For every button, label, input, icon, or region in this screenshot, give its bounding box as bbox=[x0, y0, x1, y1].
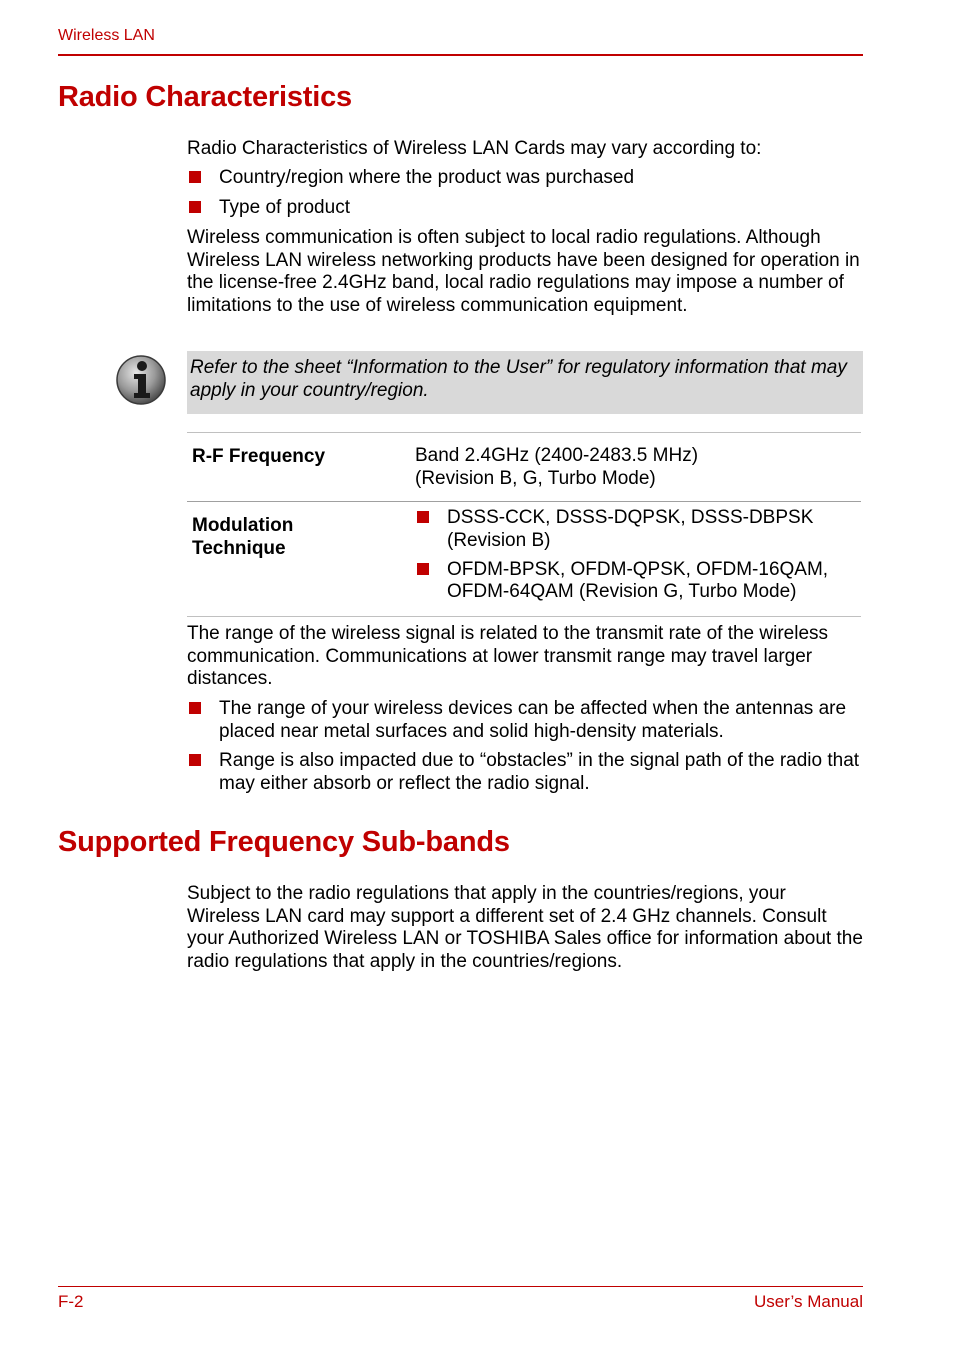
table-value-line: Band 2.4GHz (2400-2483.5 MHz) bbox=[415, 445, 699, 466]
table-label-line: Modulation bbox=[192, 515, 294, 536]
footer-rule bbox=[58, 1286, 863, 1287]
list-item-text: Range is also impacted due to “obstacles” in the signal path of the radio that may either absorb or reflect the radio signal. bbox=[219, 750, 860, 794]
list-item bbox=[415, 507, 861, 552]
table-value-rf-frequency bbox=[415, 445, 861, 490]
running-header: Wireless LAN bbox=[58, 27, 155, 44]
info-icon bbox=[114, 353, 168, 407]
table-value-line: (Revision B, G, Turbo Mode) bbox=[415, 467, 656, 489]
list-item bbox=[187, 698, 863, 743]
list-item-text: (Revision B) bbox=[447, 529, 551, 551]
table-bottom-rule bbox=[187, 616, 861, 617]
table-label-rf-frequency: R-F Frequency bbox=[192, 446, 326, 467]
intro-text: Radio Characteristics of Wireless LAN Cards may vary according to: bbox=[187, 138, 762, 159]
range-paragraph: The range of the wireless signal is related to the transmit rate of the wireless communication. Communications at lower transmit range may travel larger distances. bbox=[187, 623, 829, 689]
list-item bbox=[187, 197, 863, 220]
bullet-list-range bbox=[187, 698, 863, 795]
list-item-text: OFDM-64QAM (Revision G, Turbo Mode) bbox=[447, 581, 797, 602]
regulation-paragraph: Wireless communication is often subject to local radio regulations. Although Wireless LAN wireless networking products have been designed for operation in the license-free 2.4GHz band, local radio regulations may impose a number of limitations to the use of wireless communication equipment. bbox=[187, 227, 860, 316]
sub-bands-paragraph: Subject to the radio regulations that apply in the countries/regions, your Wireless LAN card may support a different set of 2.4 GHz channels. Consult your Authorized Wireless LAN or TOSHIBA Sales office for information about the radio regulations that apply in the countries/regions. bbox=[187, 883, 863, 972]
square-bullet-icon bbox=[189, 171, 201, 183]
list-item bbox=[187, 167, 863, 190]
note-box bbox=[187, 351, 863, 414]
list-item-text: The range of your wireless devices can be affected when the antennas are placed near metal surfaces and solid high-density materials. bbox=[219, 698, 847, 742]
list-item bbox=[187, 750, 863, 795]
table-label-line: Technique bbox=[192, 538, 286, 559]
table-top-rule bbox=[187, 432, 861, 433]
square-bullet-icon bbox=[417, 511, 429, 523]
bullet-list-factors bbox=[187, 167, 863, 220]
table-row-rule bbox=[187, 501, 861, 502]
manual-title: User’s Manual bbox=[754, 1292, 863, 1311]
table-label-modulation bbox=[192, 514, 293, 560]
list-item-text: OFDM-BPSK, OFDM-QPSK, OFDM-16QAM, bbox=[447, 558, 829, 580]
square-bullet-icon bbox=[189, 702, 201, 714]
section-title-supported-sub-bands: Supported Frequency Sub-bands bbox=[58, 826, 510, 858]
list-item bbox=[415, 559, 861, 604]
table-value-modulation bbox=[415, 507, 861, 604]
list-item-text: Type of product bbox=[219, 197, 350, 218]
square-bullet-icon bbox=[189, 201, 201, 213]
list-item-text: DSSS-CCK, DSSS-DQPSK, DSSS-DBPSK bbox=[447, 507, 814, 528]
note-text: Refer to the sheet “Information to the User” for regulatory information that may apply in your country/region. bbox=[190, 357, 847, 401]
square-bullet-icon bbox=[189, 754, 201, 766]
square-bullet-icon bbox=[417, 563, 429, 575]
header-rule bbox=[58, 54, 863, 56]
section-title-radio-characteristics: Radio Characteristics bbox=[58, 81, 352, 113]
page-number: F-2 bbox=[58, 1292, 84, 1311]
list-item-text: Country/region where the product was purchased bbox=[219, 167, 635, 188]
